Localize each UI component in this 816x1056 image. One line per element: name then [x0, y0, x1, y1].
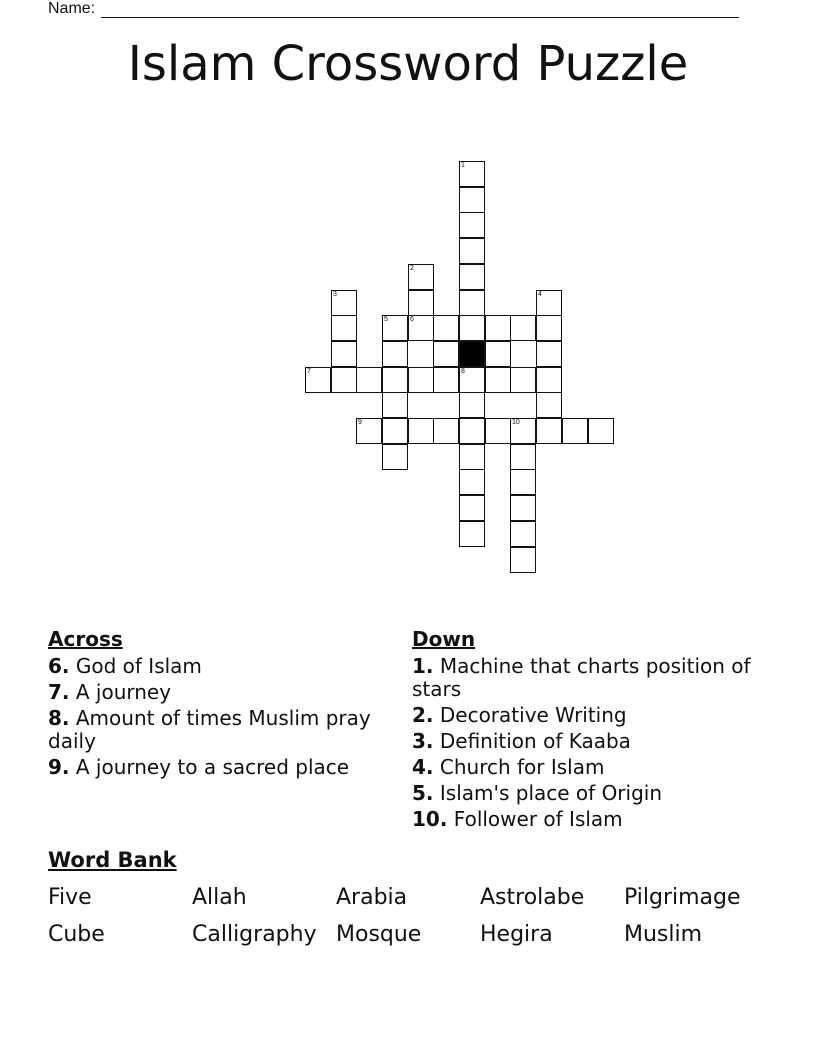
- across-clues: [48, 628, 388, 782]
- grid-cell[interactable]: [459, 495, 485, 521]
- word-bank-word: Mosque: [336, 922, 422, 947]
- grid-cell[interactable]: [305, 367, 331, 393]
- clue-number: 10: [512, 419, 520, 426]
- grid-cell[interactable]: [433, 367, 459, 393]
- word-bank-word: Pilgrimage: [624, 885, 741, 910]
- clue-number-label: 1.: [412, 654, 434, 678]
- grid-cell[interactable]: [459, 264, 485, 290]
- clue-number-label: 8.: [48, 706, 70, 730]
- grid-cell[interactable]: [459, 161, 485, 187]
- grid-cell[interactable]: [408, 367, 434, 393]
- word-bank-heading: Word Bank: [48, 848, 177, 872]
- across-heading: Across: [48, 627, 123, 651]
- word-bank-word: Five: [48, 885, 92, 910]
- across-clue-list: [48, 655, 388, 779]
- clue-number: 5: [384, 316, 388, 323]
- clue-text: A journey: [69, 680, 172, 704]
- page-title: Islam Crossword Puzzle: [127, 36, 689, 92]
- grid-cell[interactable]: [459, 418, 485, 444]
- across-clue: [48, 756, 388, 779]
- grid-cell[interactable]: [485, 418, 511, 444]
- grid-cell[interactable]: [588, 418, 614, 444]
- word-bank-word: Allah: [192, 885, 247, 910]
- grid-cell[interactable]: [510, 547, 536, 573]
- grid-cell[interactable]: [459, 315, 485, 341]
- clue-number-label: 6.: [48, 654, 70, 678]
- grid-cell[interactable]: [510, 315, 536, 341]
- grid-cell[interactable]: [510, 521, 536, 547]
- clue-number: 9: [358, 419, 362, 426]
- grid-cell[interactable]: [459, 367, 485, 393]
- grid-cell[interactable]: [459, 521, 485, 547]
- word-bank-word: Muslim: [624, 922, 703, 947]
- clue-number-label: 3.: [412, 729, 434, 753]
- clue-text: A journey to a sacred place: [69, 755, 350, 779]
- across-clue: [48, 655, 388, 678]
- grid-cell[interactable]: [408, 264, 434, 290]
- grid-cell[interactable]: [485, 341, 511, 367]
- clue-text: Follower of Islam: [447, 807, 623, 831]
- grid-block-cell: [459, 341, 485, 367]
- down-clue: [412, 655, 752, 701]
- grid-cell[interactable]: [459, 469, 485, 495]
- clue-text: God of Islam: [69, 654, 202, 678]
- grid-cell[interactable]: [536, 418, 562, 444]
- grid-cell[interactable]: [459, 290, 485, 316]
- grid-cell[interactable]: [408, 290, 434, 316]
- clue-text: Amount of times Muslim pray daily: [48, 706, 371, 753]
- grid-cell[interactable]: [382, 341, 408, 367]
- grid-cell[interactable]: [382, 444, 408, 470]
- clue-text: Decorative Writing: [433, 703, 627, 727]
- word-bank-word: Hegira: [480, 922, 553, 947]
- grid-cell[interactable]: [459, 187, 485, 213]
- grid-cell[interactable]: [382, 418, 408, 444]
- clue-number-label: 9.: [48, 755, 70, 779]
- clue-number: 8: [461, 368, 465, 375]
- grid-cell[interactable]: [459, 444, 485, 470]
- grid-cell[interactable]: [485, 367, 511, 393]
- clue-number-label: 2.: [412, 703, 434, 727]
- clue-number-label: 10.: [412, 807, 448, 831]
- clue-text: Church for Islam: [433, 755, 605, 779]
- grid-cell[interactable]: [382, 392, 408, 418]
- grid-cell[interactable]: [433, 418, 459, 444]
- clue-number: 4: [538, 291, 542, 298]
- clue-text: Islam's place of Origin: [433, 781, 663, 805]
- clue-number-label: 7.: [48, 680, 70, 704]
- grid-cell[interactable]: [433, 341, 459, 367]
- clue-text: Machine that charts position of stars: [412, 654, 751, 701]
- word-bank: [48, 884, 768, 958]
- grid-cell[interactable]: [562, 418, 588, 444]
- clue-number: 2: [410, 265, 414, 272]
- down-clue-list: [412, 655, 752, 831]
- clue-number: 7: [307, 368, 311, 375]
- grid-cell[interactable]: [408, 315, 434, 341]
- across-clue: [48, 707, 388, 753]
- word-bank-word: Astrolabe: [480, 885, 585, 910]
- grid-cell[interactable]: [510, 469, 536, 495]
- grid-cell[interactable]: [331, 367, 357, 393]
- clue-number: 3: [333, 291, 337, 298]
- down-heading: Down: [412, 627, 476, 651]
- grid-cell[interactable]: [536, 341, 562, 367]
- grid-cell[interactable]: [536, 290, 562, 316]
- word-bank-word: Arabia: [336, 885, 408, 910]
- grid-cell[interactable]: [536, 367, 562, 393]
- down-clue: [412, 704, 752, 727]
- name-label: Name:: [48, 0, 96, 17]
- grid-cell[interactable]: [356, 367, 382, 393]
- down-clues: [412, 628, 752, 834]
- word-bank-row: [48, 921, 768, 958]
- grid-cell[interactable]: [382, 367, 408, 393]
- grid-cell[interactable]: [459, 392, 485, 418]
- word-bank-word: Calligraphy: [192, 922, 317, 947]
- word-bank-word: Cube: [48, 922, 105, 947]
- down-clue: [412, 730, 752, 753]
- grid-cell[interactable]: [356, 418, 382, 444]
- grid-cell[interactable]: [510, 444, 536, 470]
- grid-cell[interactable]: [510, 495, 536, 521]
- grid-cell[interactable]: [510, 367, 536, 393]
- grid-cell[interactable]: [510, 418, 536, 444]
- grid-cell[interactable]: [331, 341, 357, 367]
- word-bank-row: [48, 884, 768, 921]
- down-clue: [412, 808, 752, 831]
- grid-cell[interactable]: [382, 315, 408, 341]
- clue-text: Definition of Kaaba: [433, 729, 631, 753]
- grid-cell[interactable]: [331, 290, 357, 316]
- grid-cell[interactable]: [536, 315, 562, 341]
- clue-number-label: 5.: [412, 781, 434, 805]
- down-clue: [412, 756, 752, 779]
- down-clue: [412, 782, 752, 805]
- grid-cell[interactable]: [459, 238, 485, 264]
- grid-cell[interactable]: [408, 418, 434, 444]
- grid-cell[interactable]: [485, 315, 511, 341]
- across-clue: [48, 681, 388, 704]
- clue-number: 1: [461, 162, 465, 169]
- clue-number-label: 4.: [412, 755, 434, 779]
- grid-cell[interactable]: [331, 315, 357, 341]
- grid-cell[interactable]: [459, 212, 485, 238]
- grid-cell[interactable]: [433, 315, 459, 341]
- clue-number: 6: [410, 316, 414, 323]
- grid-cell[interactable]: [536, 392, 562, 418]
